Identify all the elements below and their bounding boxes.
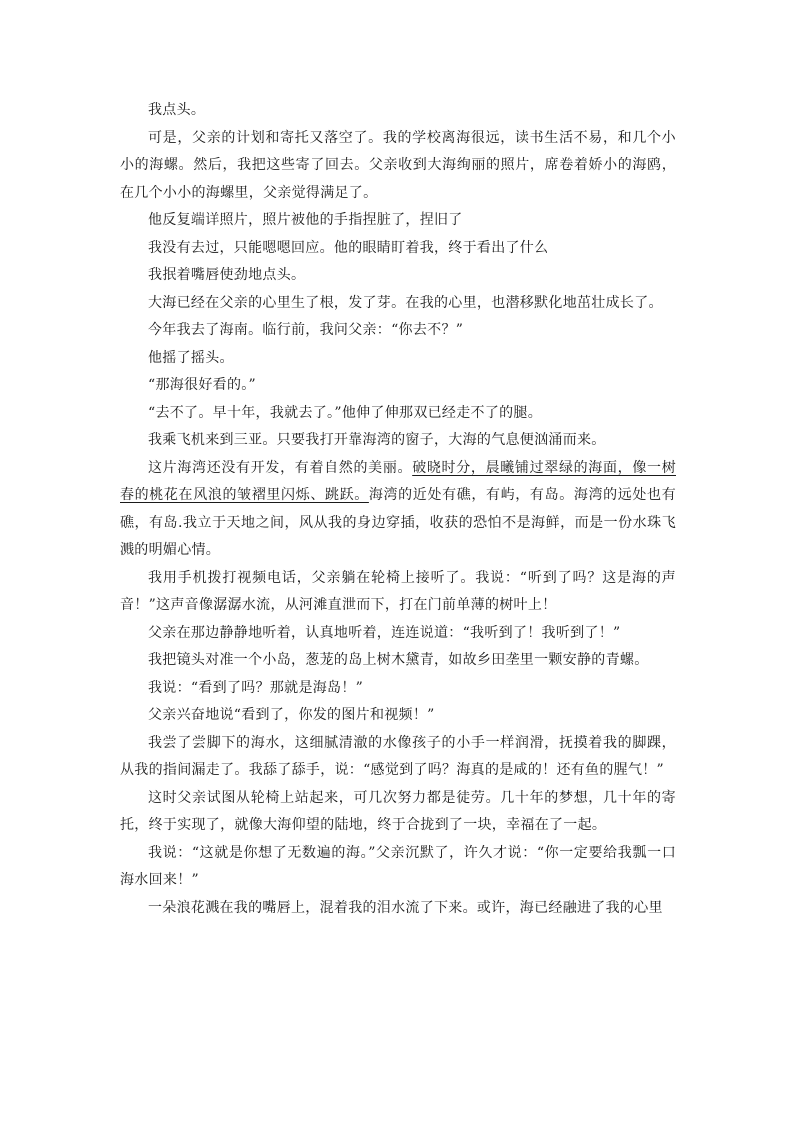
paragraph bbox=[120, 235, 676, 263]
paragraph-text: 我点头。 bbox=[148, 102, 206, 118]
paragraph bbox=[120, 372, 676, 400]
paragraph bbox=[120, 730, 676, 785]
paragraph-text: 我没有去过，只能嗯嗯回应。他的眼睛盯着我，终于看出了什么 bbox=[148, 239, 549, 256]
paragraph-text: 这时父亲试图从轮椅上站起来，可几次努力都是徒劳。几十年的梦想，几十年的寄托，终于实现了，就像大海仰望的陆地，终于合拢到了一块，幸福在了一起。 bbox=[120, 789, 676, 833]
paragraph-text: 父亲在那边静静地听着，认真地听着，连连说道：“我听到了！我听到了！” bbox=[148, 624, 621, 641]
paragraph-text: 可是，父亲的计划和寄托又落空了。我的学校离海很远，读书生活不易，和几个小小的海螺。然后，我把这些寄了回去。父亲收到大海绚丽的照片，席卷着娇小的海鸥，在几个小小的海螺里，父亲觉得满足了。 bbox=[120, 129, 676, 201]
paragraph bbox=[120, 785, 676, 840]
paragraph bbox=[120, 675, 676, 703]
paragraph-text: 我说：“这就是你想了无数遍的海。”父亲沉默了，许久才说：“你一定要给我瓢一口海水回来！” bbox=[120, 844, 676, 888]
paragraph bbox=[120, 895, 676, 923]
paragraph-text: 他反复端详照片，照片被他的手指捏脏了，捏旧了 bbox=[148, 212, 463, 228]
paragraph-text: 今年我去了海南。临行前，我问父亲：“你去不？” bbox=[148, 322, 464, 338]
paragraph-text: 我用手机拨打视频电话，父亲躺在轮椅上接听了。我说：“听到了吗？这是海的声音！”这声音像潺潺水流，从河滩直泄而下，打在门前单薄的树叶上！ bbox=[120, 569, 676, 613]
paragraph bbox=[120, 647, 676, 675]
paragraph-text: 我抿着嘴唇使劲地点头。 bbox=[148, 267, 306, 283]
paragraph bbox=[120, 290, 676, 318]
paragraph-text: “去不了。早十年，我就去了。”他伸了伸那双已经走不了的腿。 bbox=[148, 404, 543, 421]
paragraph-text: 父亲兴奋地说“看到了，你发的图片和视频！” bbox=[148, 707, 435, 723]
paragraph-text: 他摇了摇头。 bbox=[148, 349, 234, 366]
paragraph bbox=[120, 840, 676, 895]
paragraph bbox=[120, 702, 676, 730]
paragraph-text: 我把镜头对准一个小岛，葱茏的岛上树木黛青，如故乡田垄里一颗安静的青螺。 bbox=[148, 652, 649, 668]
paragraph-text: 这片海湾还没有开发，有着自然的美丽。 bbox=[148, 459, 413, 476]
paragraph-text: 大海已经在父亲的心里生了根，发了芽。在我的心里，也潜移默化地茁壮成长了。 bbox=[148, 294, 663, 311]
document-body bbox=[120, 97, 676, 922]
paragraph bbox=[120, 345, 676, 373]
paragraph-text: 我尝了尝脚下的海水，这细腻清澈的水像孩子的小手一样润滑，抚摸着我的脚踝，从我的指间漏走了。我舔了舔手，说：“感觉到了吗？海真的是咸的！还有鱼的腥气！” bbox=[120, 734, 676, 778]
paragraph bbox=[120, 620, 676, 648]
paragraph bbox=[120, 207, 676, 235]
paragraph-text: 海湾的近处有礁，有屿，有岛。海湾的远处也有礁，有岛.我立于天地之间，风从我的身边穿插，收获的恐怕不是海鲜，而是一份水珠飞溅的明媚心情。 bbox=[120, 487, 676, 558]
paragraph bbox=[120, 97, 676, 125]
paragraph bbox=[120, 125, 676, 208]
paragraph-text: 我乘飞机来到三亚。只要我打开靠海湾的窗子，大海的气息便汹涌而来。 bbox=[148, 432, 606, 448]
paragraph bbox=[120, 427, 676, 455]
paragraph bbox=[120, 317, 676, 345]
paragraph bbox=[120, 262, 676, 290]
paragraph bbox=[120, 455, 676, 565]
paragraph-text: 一朵浪花溅在我的嘴唇上，混着我的泪水流了下来。或许，海已经融进了我的心里 bbox=[148, 899, 663, 916]
paragraph bbox=[120, 400, 676, 428]
paragraph-text: “那海很好看的。” bbox=[148, 377, 257, 393]
underlined-sentence: 破晓时分，晨曦铺过翠绿的海面，像一树春的桃花在风浪的皱褶里闪烁、跳跃。 bbox=[120, 459, 676, 503]
paragraph-text: 我说：“看到了吗？那就是海岛！” bbox=[148, 679, 364, 696]
paragraph bbox=[120, 565, 676, 620]
